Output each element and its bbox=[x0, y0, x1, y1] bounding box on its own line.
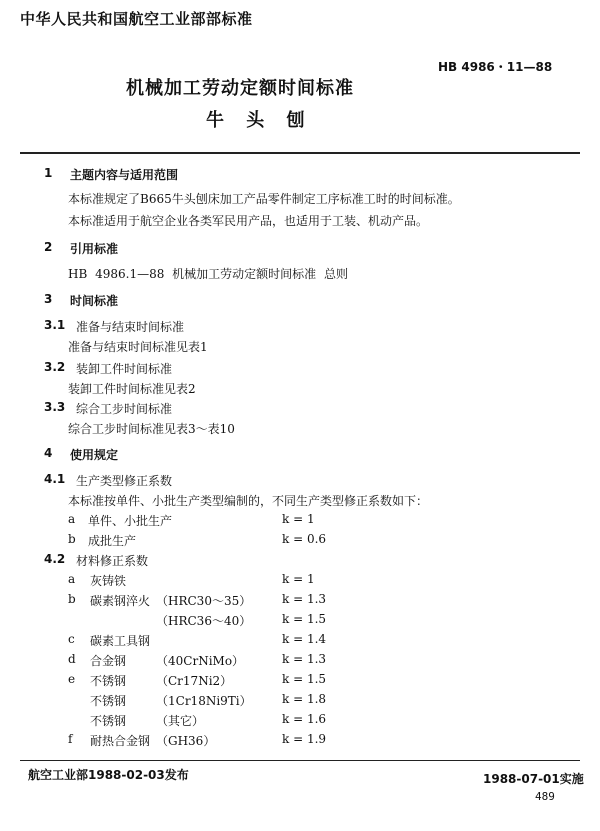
section-1-paragraph: 本标准适用于航空企业各类军民用产品，也适用于工装、机动产品。 bbox=[68, 214, 429, 228]
page-number: 489 bbox=[535, 790, 555, 803]
material-coefficient: k = 1.3 bbox=[282, 592, 327, 606]
material-spec: （HRC30～35） bbox=[156, 594, 252, 608]
material-spec: （1Cr18Ni9Ti） bbox=[156, 694, 252, 708]
material-name: 不锈钢 bbox=[90, 674, 127, 688]
section-3-3-number: 3.3 bbox=[44, 400, 66, 414]
section-4-1-number: 4.1 bbox=[44, 472, 66, 486]
section-4-1-text: 本标准按单件、小批生产类型编制的，不同生产类型修正系数如下： bbox=[68, 494, 429, 508]
material-spec: （HRC36～40） bbox=[156, 614, 252, 628]
section-4-number: 4 bbox=[44, 446, 53, 460]
section-4-1-title: 生产类型修正系数 bbox=[76, 474, 173, 488]
material-letter: f bbox=[68, 732, 73, 746]
section-4-2-title: 材料修正系数 bbox=[76, 554, 149, 568]
implementation-date: 1988-07-01实施 bbox=[483, 772, 584, 786]
section-3-3-text: 综合工步时间标准见表3～表10 bbox=[68, 422, 235, 436]
material-name: 合金钢 bbox=[90, 654, 127, 668]
material-name: 不锈钢 bbox=[90, 714, 127, 728]
material-spec: （其它） bbox=[156, 714, 205, 728]
section-1-paragraph: 本标准规定了B665牛头刨床加工产品零件制定工序标准工时的时间标准。 bbox=[68, 192, 460, 206]
material-coefficient: k = 1.5 bbox=[282, 612, 327, 626]
section-3-2-text: 装卸工件时间标准见表2 bbox=[68, 382, 196, 396]
section-2-number: 2 bbox=[44, 240, 53, 254]
item-name: 成批生产 bbox=[88, 534, 137, 548]
standard-code: HB 4986・11—88 bbox=[438, 60, 553, 74]
document-subtitle: 牛 头 刨 bbox=[206, 110, 313, 131]
item-coefficient: k = 1 bbox=[282, 512, 315, 526]
section-3-2-number: 3.2 bbox=[44, 360, 66, 374]
item-letter: b bbox=[68, 532, 76, 546]
publish-date: 航空工业部1988-02-03发布 bbox=[28, 768, 189, 782]
item-letter: a bbox=[68, 512, 76, 526]
material-coefficient: k = 1.9 bbox=[282, 732, 327, 746]
material-name: 不锈钢 bbox=[90, 694, 127, 708]
header-divider bbox=[20, 152, 580, 154]
material-coefficient: k = 1.5 bbox=[282, 672, 327, 686]
material-letter: c bbox=[68, 632, 75, 646]
section-4-2-number: 4.2 bbox=[44, 552, 66, 566]
material-spec: （40CrNiMo） bbox=[156, 654, 245, 668]
section-3-1-text: 准备与结束时间标准见表1 bbox=[68, 340, 208, 354]
material-name: 灰铸铁 bbox=[90, 574, 127, 588]
material-name: 碳素钢淬火 bbox=[90, 594, 151, 608]
material-coefficient: k = 1.3 bbox=[282, 652, 327, 666]
material-spec: （GH36） bbox=[156, 734, 216, 748]
issuing-organization: 中华人民共和国航空工业部部标准 bbox=[20, 10, 253, 28]
section-3-3-title: 综合工步时间标准 bbox=[76, 402, 173, 416]
material-spec: （Cr17Ni2） bbox=[156, 674, 233, 688]
document-title: 机械加工劳动定额时间标准 bbox=[126, 78, 354, 99]
material-coefficient: k = 1 bbox=[282, 572, 315, 586]
material-letter: a bbox=[68, 572, 76, 586]
material-coefficient: k = 1.8 bbox=[282, 692, 327, 706]
material-letter: d bbox=[68, 652, 76, 666]
section-3-1-title: 准备与结束时间标准 bbox=[76, 320, 185, 334]
material-coefficient: k = 1.6 bbox=[282, 712, 327, 726]
section-3-number: 3 bbox=[44, 292, 53, 306]
material-name: 耐热合金钢 bbox=[90, 734, 151, 748]
section-2-title: 引用标准 bbox=[70, 242, 119, 256]
section-3-2-title: 装卸工件时间标准 bbox=[76, 362, 173, 376]
section-3-1-number: 3.1 bbox=[44, 318, 66, 332]
section-4-title: 使用规定 bbox=[70, 448, 119, 462]
section-1-number: 1 bbox=[44, 166, 53, 180]
section-1-title: 主题内容与适用范围 bbox=[70, 168, 179, 182]
footer-divider bbox=[20, 760, 580, 761]
item-coefficient: k = 0.6 bbox=[282, 532, 327, 546]
section-3-title: 时间标准 bbox=[70, 294, 119, 308]
material-letter: b bbox=[68, 592, 76, 606]
item-name: 单件、小批生产 bbox=[88, 514, 173, 528]
material-coefficient: k = 1.4 bbox=[282, 632, 327, 646]
reference-standard: HB 4986.1—88 机械加工劳动定额时间标准 总则 bbox=[68, 267, 348, 281]
material-letter: e bbox=[68, 672, 76, 686]
material-name: 碳素工具钢 bbox=[90, 634, 151, 648]
